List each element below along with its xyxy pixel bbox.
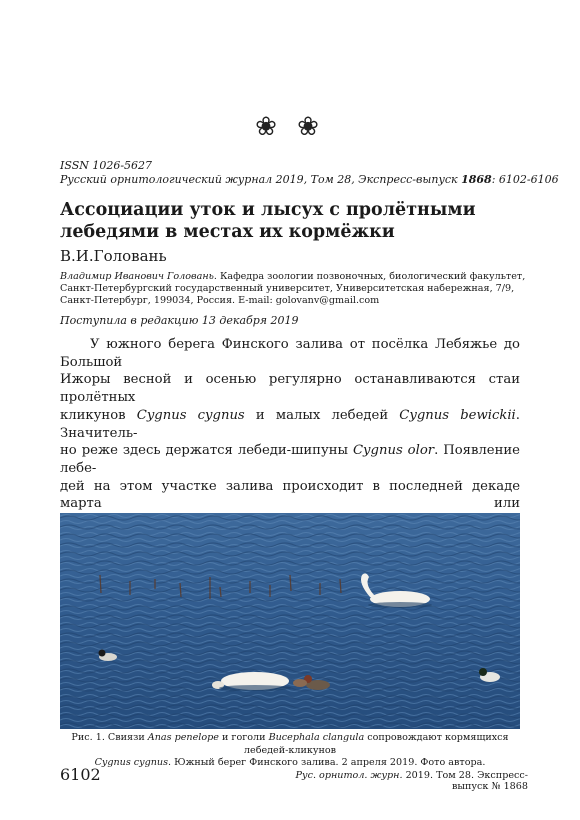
running-footer [278, 770, 528, 792]
author-affiliation [60, 271, 530, 307]
caption-species: Anas penelope [147, 732, 219, 743]
body-line: но реже здесь держатся лебеди-шипуны Cygnus olor. Появление лебе- [60, 443, 520, 476]
journal-citation [60, 173, 559, 186]
caption-species: Cygnus cygnus [94, 757, 169, 768]
affiliation-line: Санкт-Петербург, 199034, Россия. E-mail: golovanv@gmail.com [60, 295, 380, 306]
body-line: Ижоры весной и осенью регулярно останавливаются стаи пролётных [60, 372, 520, 406]
caption-text: . Южный берег Финского залива. 2 апреля 2019. Фото автора. [168, 757, 486, 768]
figure-photo [60, 513, 520, 729]
footer-rest: 2019. Том 28. Экспресс-выпуск № 1868 [402, 770, 528, 792]
affiliation-line: . Кафедра зоологии позвоночных, биологический факультет, [213, 271, 526, 282]
footer-journal: Рус. орнитол. журн. [295, 770, 403, 781]
swans-on-water-photo [60, 513, 520, 729]
article-title [60, 199, 520, 243]
author-full-name: Владимир Иванович Головань [60, 271, 214, 282]
author-name: В.И.Головань [60, 247, 167, 265]
decorative-ornament: ❀ ❀ [255, 112, 325, 142]
figure-caption [60, 732, 520, 770]
caption-species: Bucephala clangula [268, 732, 365, 743]
caption-text: сопровождают кормящихся лебедей-кликунов [243, 732, 509, 756]
body-line: У южного берега Финского залива от посёлка Лебяжье до Большой [60, 337, 520, 370]
received-date: Поступила в редакцию 13 декабря 2019 [60, 314, 299, 327]
journal-issue: 1868 [461, 173, 492, 186]
journal-pages: : 6102-6106 [491, 173, 559, 186]
article-title-line: лебедями в местах их кормёжки [60, 222, 395, 242]
page-number: 6102 [60, 765, 101, 784]
body-line: дей на этом участке залива происходит в последней декаде марта или [60, 478, 520, 512]
journal-prefix: Русский орнитологический журнал 2019, Том 28, Экспресс-выпуск [60, 173, 462, 186]
caption-text: Рис. 1. Свиязи [71, 732, 148, 743]
body-line: кликунов Cygnus cygnus и малых лебедей Cygnus bewickii. Значитель- [60, 407, 520, 441]
caption-text: и гоголи [218, 732, 269, 743]
affiliation-line: Санкт-Петербургский государственный университет, Университетская набережная, 7/9, [60, 283, 515, 294]
issn-line: ISSN 1026-5627 [60, 159, 153, 172]
article-title-line: Ассоциации уток и лысух с пролётными [60, 200, 476, 220]
